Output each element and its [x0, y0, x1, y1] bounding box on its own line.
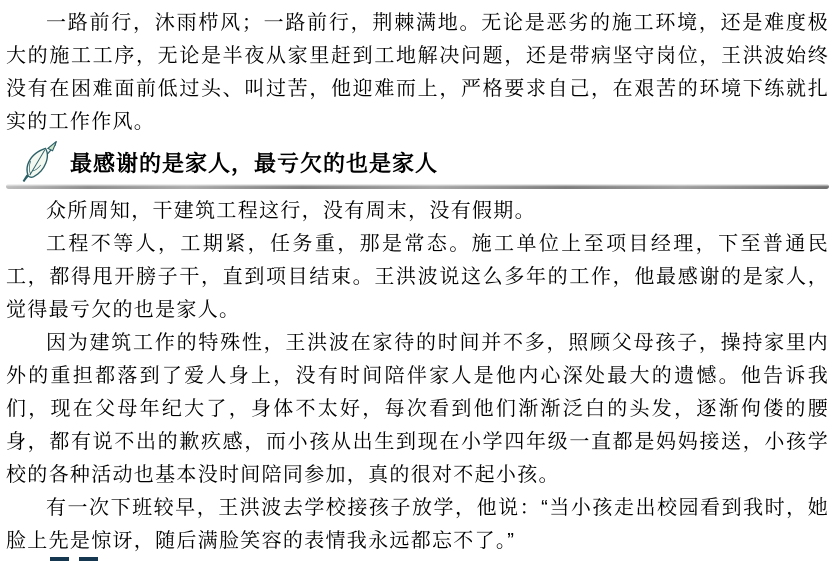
paragraph-family-regret: 因为建筑工作的特殊性，王洪波在家待的时间并不多，照顾父母孩子，操持家里内外的重担都落到了爱人身上，没有时间陪伴家人是他内心深处最大的遗憾。他告诉我们，现在父母年纪大了，身体不太好，每次看到他们渐渐泛白的头发，逐渐佝偻的腰身，都有说不出的歉疚感，而小孩从出生到现在小学四年级一直都是妈妈接送，小孩学校的各种活动也基本没时间陪同参加，真的很对不起小孩。 — [6, 332, 829, 486]
paragraph-project-schedule: 工程不等人，工期紧，任务重，那是常态。施工单位上至项目经理，下至普通民工，都得甩开膀子干，直到项目结束。王洪波说这么多年的工作，他最感谢的是家人，觉得最亏欠的也是家人。 — [6, 233, 829, 321]
intro-paragraph: 一路前行，沐雨栉风；一路前行，荆棘满地。无论是恶劣的施工环境，还是难度极大的施工工序，无论是半夜从家里赶到工地解决问题，还是带病坚守岗位，王洪波始终没有在困难面前低过头、叫过苦，他迎难而上，严格要求自己，在艰苦的环境下练就扎实的工作作风。 — [6, 12, 829, 133]
section-heading-block — [6, 142, 829, 189]
paragraph-known-facts: 众所周知，干建筑工程这行，没有周末，没有假期。 — [46, 200, 536, 222]
section-heading-title: 最感谢的是家人，最亏欠的也是家人 — [70, 150, 439, 176]
next-line-cutoff-marks — [50, 557, 98, 561]
section-heading-row — [6, 142, 829, 182]
paragraph-school-pickup-quote: 有一次下班较早，王洪波去学校接孩子放学，他说：“当小孩走出校园看到我时，她脸上先是惊讶，随后满脸笑容的表情我永远都忘不了。” — [6, 497, 829, 552]
section-divider — [6, 184, 829, 189]
quill-feather-icon — [20, 139, 60, 183]
